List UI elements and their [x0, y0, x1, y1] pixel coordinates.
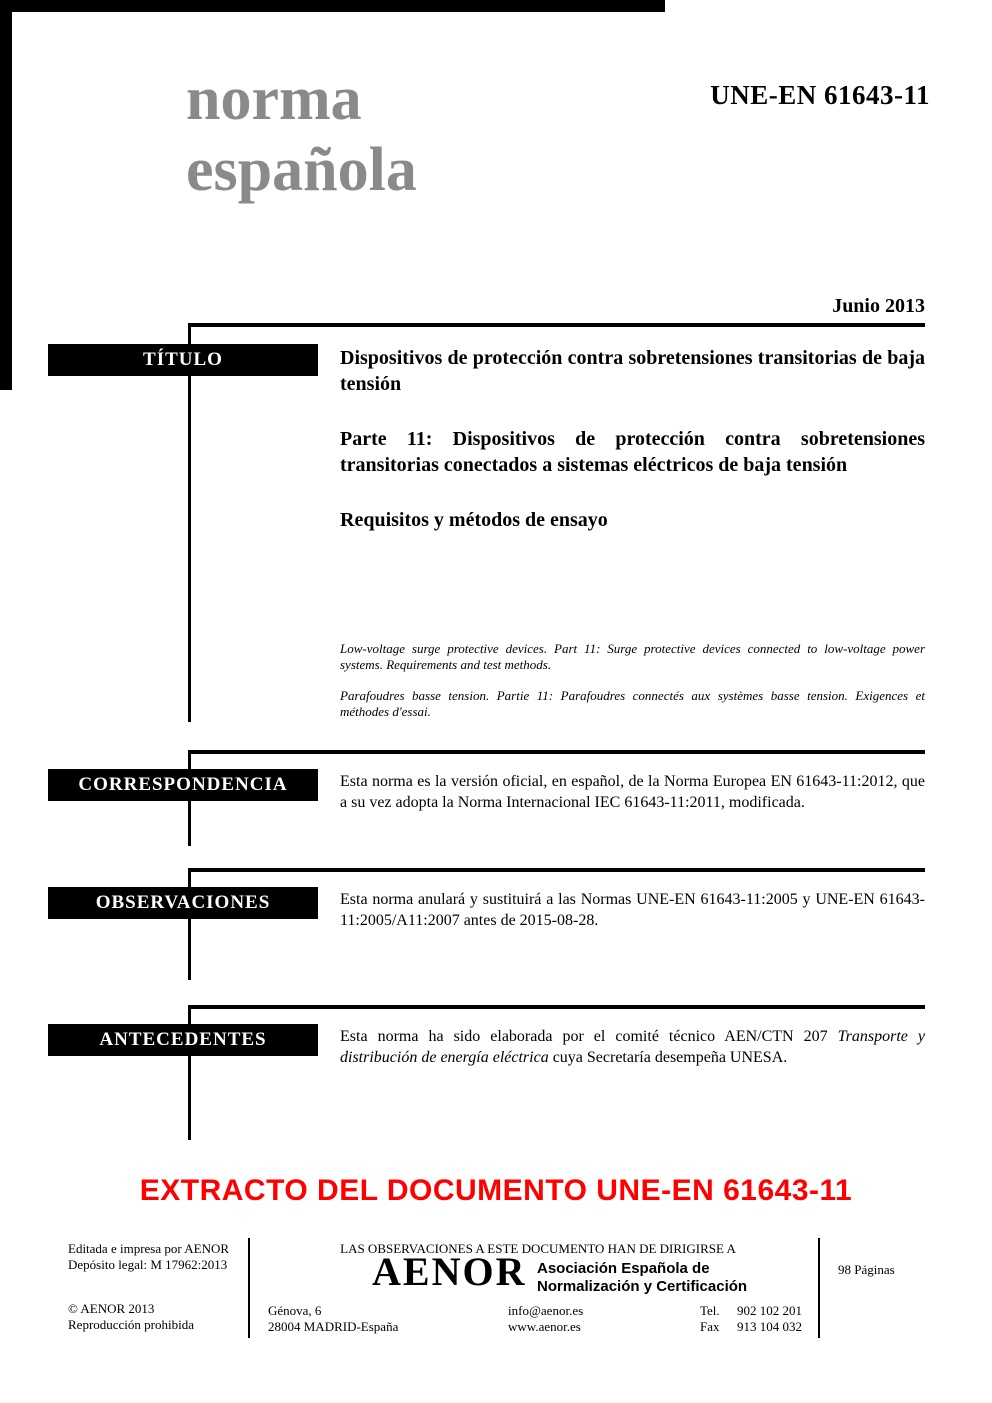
correspondencia-label: CORRESPONDENCIA: [48, 769, 318, 801]
footer-deposit-line: Depósito legal: M 17962:2013: [68, 1257, 228, 1272]
top-frame-bar: [0, 0, 665, 12]
footer-phone-values: [737, 1303, 802, 1335]
footer-notice: LAS OBSERVACIONES A ESTE DOCUMENTO HAN DE DIRIGIRSE A: [340, 1241, 736, 1256]
publication-date: Junio 2013: [832, 295, 925, 317]
address-city: 28004 MADRID-España: [268, 1319, 399, 1334]
antecedentes-text: [340, 1026, 925, 1068]
page-count: 98 Páginas: [838, 1262, 895, 1277]
antecedentes-label: ANTECEDENTES: [48, 1024, 318, 1056]
antecedentes-top-rule: [188, 1005, 925, 1009]
left-frame-bar: [0, 0, 12, 390]
standard-number: UNE-EN 61643-11: [710, 80, 930, 110]
org-name-line-2: Normalización y Certificación: [537, 1278, 748, 1295]
tel-value: 902 102 201: [737, 1303, 802, 1318]
antecedentes-committee-name: Transporte y distribución de energía eléctrica: [340, 1028, 926, 1066]
extract-notice: EXTRACTO DEL DOCUMENTO UNE-EN 61643-11: [139, 1174, 853, 1207]
antecedentes-text-block: [340, 1026, 925, 1068]
footer-reproduction-line: Reproducción prohibida: [68, 1317, 194, 1332]
correspondencia-text-block: [340, 771, 925, 813]
footer-divider-left: [248, 1238, 250, 1338]
brand-norma-espanola: [186, 64, 417, 206]
antecedentes-text-suffix: cuya Secretaría desempeña UNESA.: [548, 1049, 788, 1066]
footer-email: info@aenor.es: [508, 1303, 584, 1318]
footer-web-block: [508, 1303, 583, 1335]
title-english: Low-voltage surge protective devices. Part 11: Surge protective devices connected to low-voltage power systems. Requirements and test methods.: [340, 641, 925, 672]
aenor-logo: AENOR: [372, 1249, 527, 1294]
footer-publisher-block: [68, 1241, 229, 1273]
org-name-line-1: Asociación Española de: [537, 1260, 710, 1277]
footer-address-block: [268, 1303, 398, 1335]
title-paragraph-3: Requisitos y métodos de ensayo: [340, 509, 608, 531]
fax-value: 913 104 032: [737, 1319, 802, 1334]
address-street: Génova, 6: [268, 1303, 322, 1318]
footer-edited-line: Editada e impresa por AENOR: [68, 1241, 230, 1256]
footer-website: www.aenor.es: [508, 1319, 581, 1334]
correspondencia-top-rule: [188, 750, 925, 754]
aenor-org-name: [537, 1260, 747, 1296]
title-paragraph-2: Parte 11: Dispositivos de protección contra sobretensiones transitorias conectados a sistemas eléctricos de baja tensión: [340, 428, 925, 476]
antecedentes-text-prefix: Esta norma ha sido elaborada por el comité técnico AEN/CTN 207: [340, 1028, 838, 1045]
observaciones-text: Esta norma anulará y sustituirá a las Normas UNE-EN 61643-11:2005 y UNE-EN 61643-11:2005/A11:2007 antes de 2015-08-28.: [340, 891, 925, 929]
titulo-vertical-rule: [188, 323, 191, 722]
observaciones-text-block: [340, 889, 925, 931]
footer-divider-right: [818, 1238, 820, 1338]
titulo-text-block: [340, 345, 925, 533]
fax-label: Fax: [700, 1319, 720, 1334]
title-paragraph-1: Dispositivos de protección contra sobretensiones transitorias de baja tensión: [340, 347, 925, 395]
translated-titles-block: [340, 641, 925, 720]
observaciones-label: OBSERVACIONES: [48, 887, 318, 919]
correspondencia-text: Esta norma es la versión oficial, en español, de la Norma Europea EN 61643-11:2012, que a su vez adopta la Norma Internacional IEC 61643-11:2011, modificada.: [340, 773, 925, 811]
observaciones-vertical-rule: [188, 868, 191, 980]
brand-line-1: norma: [186, 65, 362, 133]
tel-label: Tel.: [700, 1303, 720, 1318]
observaciones-top-rule: [188, 868, 925, 872]
footer-phone-labels: [700, 1303, 720, 1335]
brand-line-2: española: [186, 136, 417, 204]
titulo-top-rule: [188, 323, 925, 327]
footer-copyright-line: © AENOR 2013: [68, 1301, 155, 1316]
titulo-label: TÍTULO: [48, 344, 318, 376]
title-french: Parafoudres basse tension. Partie 11: Parafoudres connectés aux systèmes basse tension. Exigences et méthodes d'essai.: [340, 688, 925, 719]
footer-copyright-block: [68, 1301, 194, 1333]
